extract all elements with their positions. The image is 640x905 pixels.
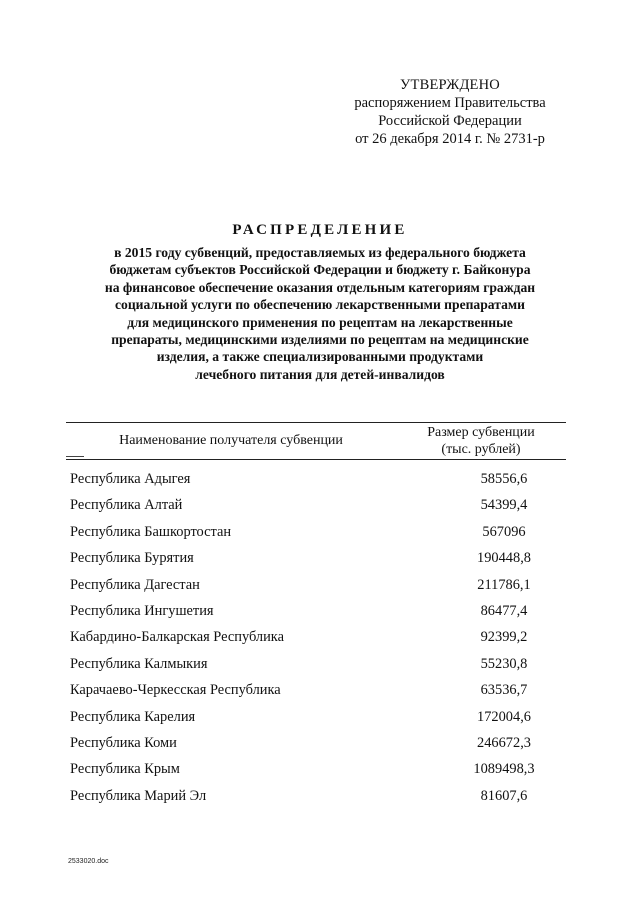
recipient-name: Республика Дагестан <box>70 576 200 593</box>
recipient-name: Республика Алтай <box>70 497 183 514</box>
recipient-name: Республика Бурятия <box>70 550 194 567</box>
recipient-name: Карачаево-Черкесская Республика <box>70 682 281 699</box>
subvention-amount: 1089498,3 <box>473 761 535 778</box>
table-row <box>70 471 570 497</box>
approval-line-1: распоряжением Правительства <box>354 95 546 111</box>
subvention-amount: 190448,8 <box>477 550 531 567</box>
table-row <box>70 735 570 761</box>
subtitle-line: бюджетам субъектов Российской Федерации и бюджету г. Байконура <box>109 262 531 278</box>
subvention-amount: 58556,6 <box>480 471 528 487</box>
recipient-name: Республика Башкортостан <box>70 523 232 540</box>
subtitle-line: лечебного питания для детей-инвалидов <box>195 366 445 382</box>
approval-line-2: Российской Федерации <box>378 113 522 129</box>
table-row <box>70 629 570 655</box>
subtitle-line: препараты, медицинскими изделиями по рецептам на медицинские <box>111 332 529 348</box>
table-row <box>70 761 570 787</box>
table-row <box>70 577 570 603</box>
subvention-amount: 55230,8 <box>480 655 528 672</box>
recipient-name: Республика Карелия <box>70 708 196 725</box>
table-header <box>66 422 566 460</box>
column-header-amount-line1: Размер субвенции <box>427 425 535 440</box>
recipient-name: Республика Ингушетия <box>70 602 214 619</box>
recipient-name: Республика Адыгея <box>70 471 191 487</box>
column-header-amount <box>396 423 566 460</box>
subvention-amount: 54399,4 <box>480 497 528 514</box>
table-row <box>70 603 570 629</box>
recipient-name: Республика Марий Эл <box>70 787 207 804</box>
table-row <box>70 682 570 708</box>
recipient-name: Республика Калмыкия <box>70 655 208 672</box>
table-row <box>70 550 570 576</box>
recipient-name: Республика Крым <box>70 761 180 778</box>
subvention-amount: 567096 <box>482 523 526 540</box>
document-heading: РАСПРЕДЕЛЕНИЕ <box>232 222 408 238</box>
table-row <box>70 656 570 682</box>
subvention-amount: 92399,2 <box>480 629 528 646</box>
recipient-name: Республика Коми <box>70 734 177 751</box>
subtitle-line: на финансовое обеспечение оказания отдельным категориям граждан <box>104 279 536 295</box>
subvention-amount: 81607,6 <box>480 787 528 804</box>
approval-block <box>330 76 570 148</box>
subtitle-line: социальной услуги по обеспечению лекарственными препаратами <box>115 297 525 313</box>
subtitle-line: изделия, а также специализированными продуктами <box>156 349 484 365</box>
column-header-recipient: Наименование получателя субвенции <box>119 433 343 448</box>
subvention-amount: 63536,7 <box>480 682 528 699</box>
approval-line-3: от 26 декабря 2014 г. № 2731-р <box>355 131 545 147</box>
subvention-amount: 172004,6 <box>477 708 531 725</box>
subvention-amount: 211786,1 <box>477 576 531 593</box>
table-row <box>70 497 570 523</box>
table-row <box>70 709 570 735</box>
approval-title: УТВЕРЖДЕНО <box>400 77 500 93</box>
table-row <box>70 524 570 550</box>
table-row <box>70 788 570 814</box>
subtitle-line: для медицинского применения по рецептам на лекарственные <box>127 314 513 330</box>
header-divider-mark <box>66 456 84 459</box>
table-body <box>70 471 570 814</box>
file-reference: 2533020.doc <box>68 858 109 865</box>
subtitle-line: в 2015 году субвенций, предоставляемых из федерального бюджета <box>114 245 526 260</box>
document-subtitle <box>60 244 580 383</box>
subvention-amount: 246672,3 <box>477 734 531 751</box>
column-header-amount-line2: (тыс. рублей) <box>441 442 521 457</box>
subvention-amount: 86477,4 <box>480 602 528 619</box>
recipient-name: Кабардино-Балкарская Республика <box>70 629 284 646</box>
